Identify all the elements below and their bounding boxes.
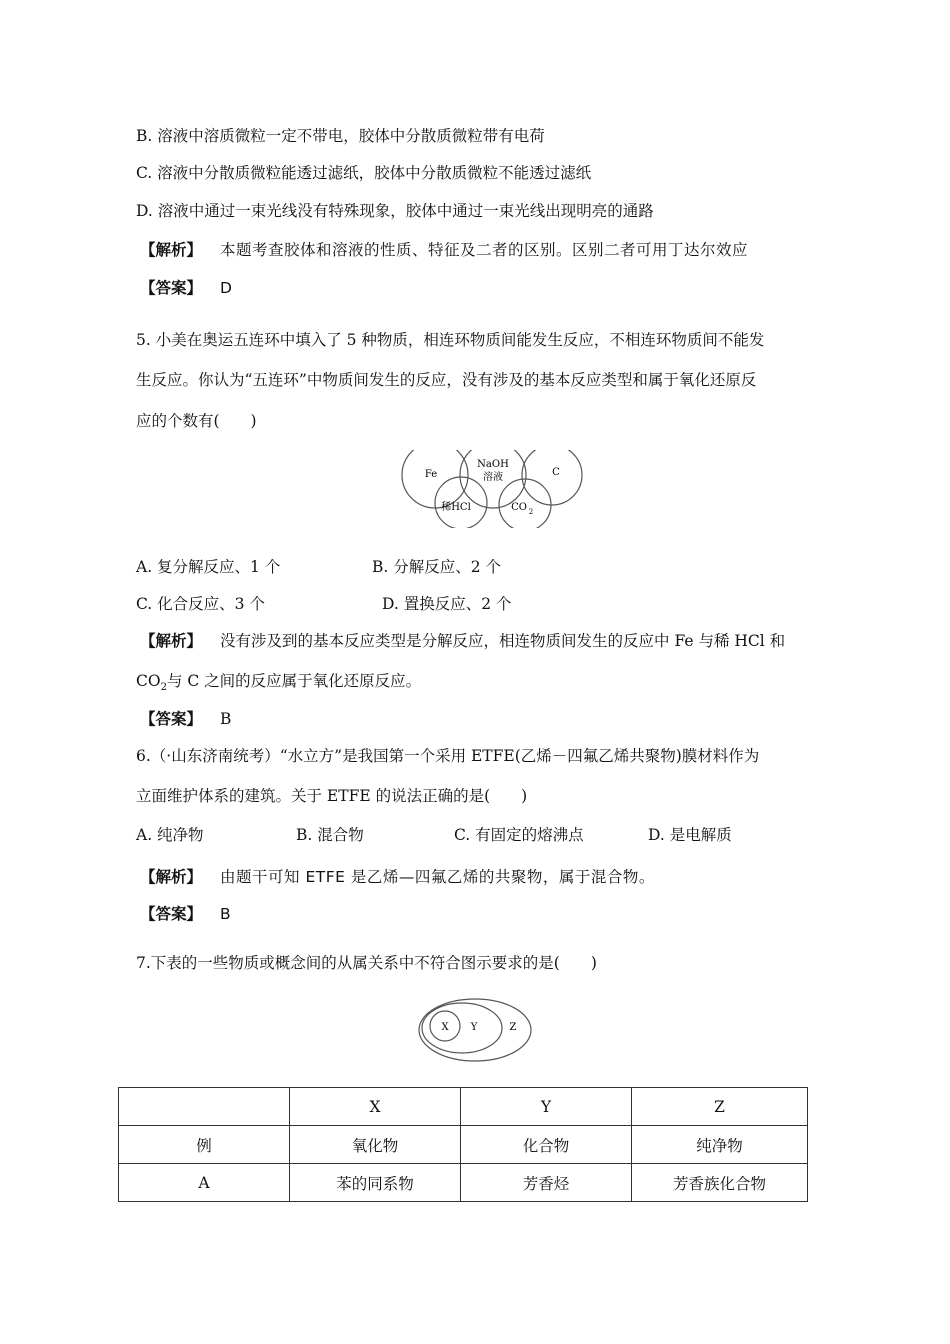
q5-answer-line	[140, 708, 231, 730]
table-cell: 纯净物	[632, 1126, 808, 1164]
set-label-z: Z	[509, 1022, 517, 1033]
q7-stem: 7.下表的一些物质或概念间的从属关系中不符合图示要求的是( )	[136, 954, 597, 972]
q5-analysis-line-1	[140, 630, 785, 652]
q5-option-c: C. 化合反应、3 个	[136, 595, 265, 613]
set-label-x: X	[441, 1022, 449, 1033]
ring-label-fe: Fe	[424, 469, 438, 480]
q5-analysis-text-2: 与 C 之间的反应属于氧化还原反应。	[166, 672, 422, 690]
q4-analysis-line	[140, 239, 748, 261]
ring-label-naoh-2: 溶液	[483, 472, 503, 483]
ring-label-co2: CO	[511, 502, 527, 513]
table-cell: 芳香族化合物	[632, 1164, 808, 1202]
table-cell: 氧化物	[290, 1126, 461, 1164]
table-header-row	[119, 1088, 808, 1126]
table-cell: 例	[119, 1126, 290, 1164]
q5-analysis-co2: CO	[136, 672, 161, 690]
answer-tag: 【答案】	[140, 904, 203, 923]
q6-option-a: A. 纯净物	[136, 826, 204, 844]
q6-analysis-line	[140, 866, 655, 888]
q5-options-row-1	[136, 556, 501, 578]
analysis-tag: 【解析】	[140, 631, 203, 650]
q6-stem-line-2: 立面维护体系的建筑。关于 ETFE 的说法正确的是( )	[136, 787, 528, 805]
table-cell: 化合物	[461, 1126, 632, 1164]
nested-sets-diagram	[418, 998, 534, 1064]
q4-option-d: D. 溶液中通过一束光线没有特殊现象，胶体中通过一束光线出现明亮的通路	[136, 202, 654, 220]
ring-label-co2-subscript: 2	[528, 508, 534, 516]
ring-label-hcl: 稀HCl	[441, 502, 471, 513]
five-rings-diagram	[400, 450, 586, 528]
q4-answer-text: D	[220, 279, 233, 297]
classification-table	[118, 1087, 808, 1202]
table-header-cell: Y	[461, 1088, 632, 1126]
set-y	[422, 1003, 502, 1053]
q5-stem-line-3: 应的个数有( )	[136, 412, 257, 430]
table-header-cell: X	[290, 1088, 461, 1126]
ring-label-c: C	[552, 467, 560, 478]
q6-option-c: C. 有固定的熔沸点	[454, 826, 584, 844]
q4-option-b: B. 溶液中溶质微粒一定不带电，胶体中分散质微粒带有电荷	[136, 127, 545, 145]
set-label-y: Y	[470, 1022, 478, 1033]
q5-options-row-2	[136, 593, 512, 615]
answer-tag: 【答案】	[140, 278, 203, 297]
table-cell: 苯的同系物	[290, 1164, 461, 1202]
ring-label-naoh-1: NaOH	[477, 459, 509, 470]
table-cell: A	[119, 1164, 290, 1202]
table-header-cell	[119, 1088, 290, 1126]
q6-answer-text: B	[220, 905, 232, 923]
analysis-tag: 【解析】	[140, 240, 203, 259]
q6-option-b: B. 混合物	[296, 826, 364, 844]
q6-option-d: D. 是电解质	[648, 826, 732, 844]
q5-option-b: B. 分解反应、2 个	[372, 558, 502, 576]
q5-option-d: D. 置换反应、2 个	[382, 595, 512, 613]
q4-analysis-text: 本题考查胶体和溶液的性质、特征及二者的区别。区别二者可用丁达尔效应	[220, 241, 749, 259]
q6-options-row	[136, 824, 732, 846]
q5-analysis-text-1: 没有涉及到的基本反应类型是分解反应，相连物质间发生的反应中 Fe 与稀 HCl 和	[220, 632, 786, 650]
answer-tag: 【答案】	[140, 709, 203, 728]
q5-stem-line-2: 生反应。你认为“五连环”中物质间发生的反应，没有涉及的基本反应类型和属于氧化还原反	[136, 371, 757, 389]
q5-option-a: A. 复分解反应、1 个	[136, 558, 281, 576]
q5-stem-line-1: 5. 小美在奥运五连环中填入了 5 种物质，相连环物质间能发生反应，不相连环物质间不能发	[136, 331, 765, 349]
table-header-cell: Z	[632, 1088, 808, 1126]
q6-analysis-text: 由题干可知 ETFE 是乙烯—四氟乙烯的共聚物，属于混合物。	[220, 868, 655, 886]
q5-analysis-line-2	[136, 670, 421, 699]
table-row	[119, 1126, 808, 1164]
q4-answer-line	[140, 277, 232, 299]
q5-analysis-co2-subscript: 2	[160, 682, 167, 694]
table-row	[119, 1164, 808, 1202]
q4-option-c: C. 溶液中分散质微粒能透过滤纸，胶体中分散质微粒不能透过滤纸	[136, 164, 592, 182]
q5-answer-text: B	[220, 710, 232, 728]
q6-stem-line-1: 6.（·山东济南统考）“水立方”是我国第一个采用 ETFE(乙烯－四氟乙烯共聚物)膜材料作为	[136, 747, 760, 765]
analysis-tag: 【解析】	[140, 867, 203, 886]
table-cell: 芳香烃	[461, 1164, 632, 1202]
q6-answer-line	[140, 903, 231, 925]
